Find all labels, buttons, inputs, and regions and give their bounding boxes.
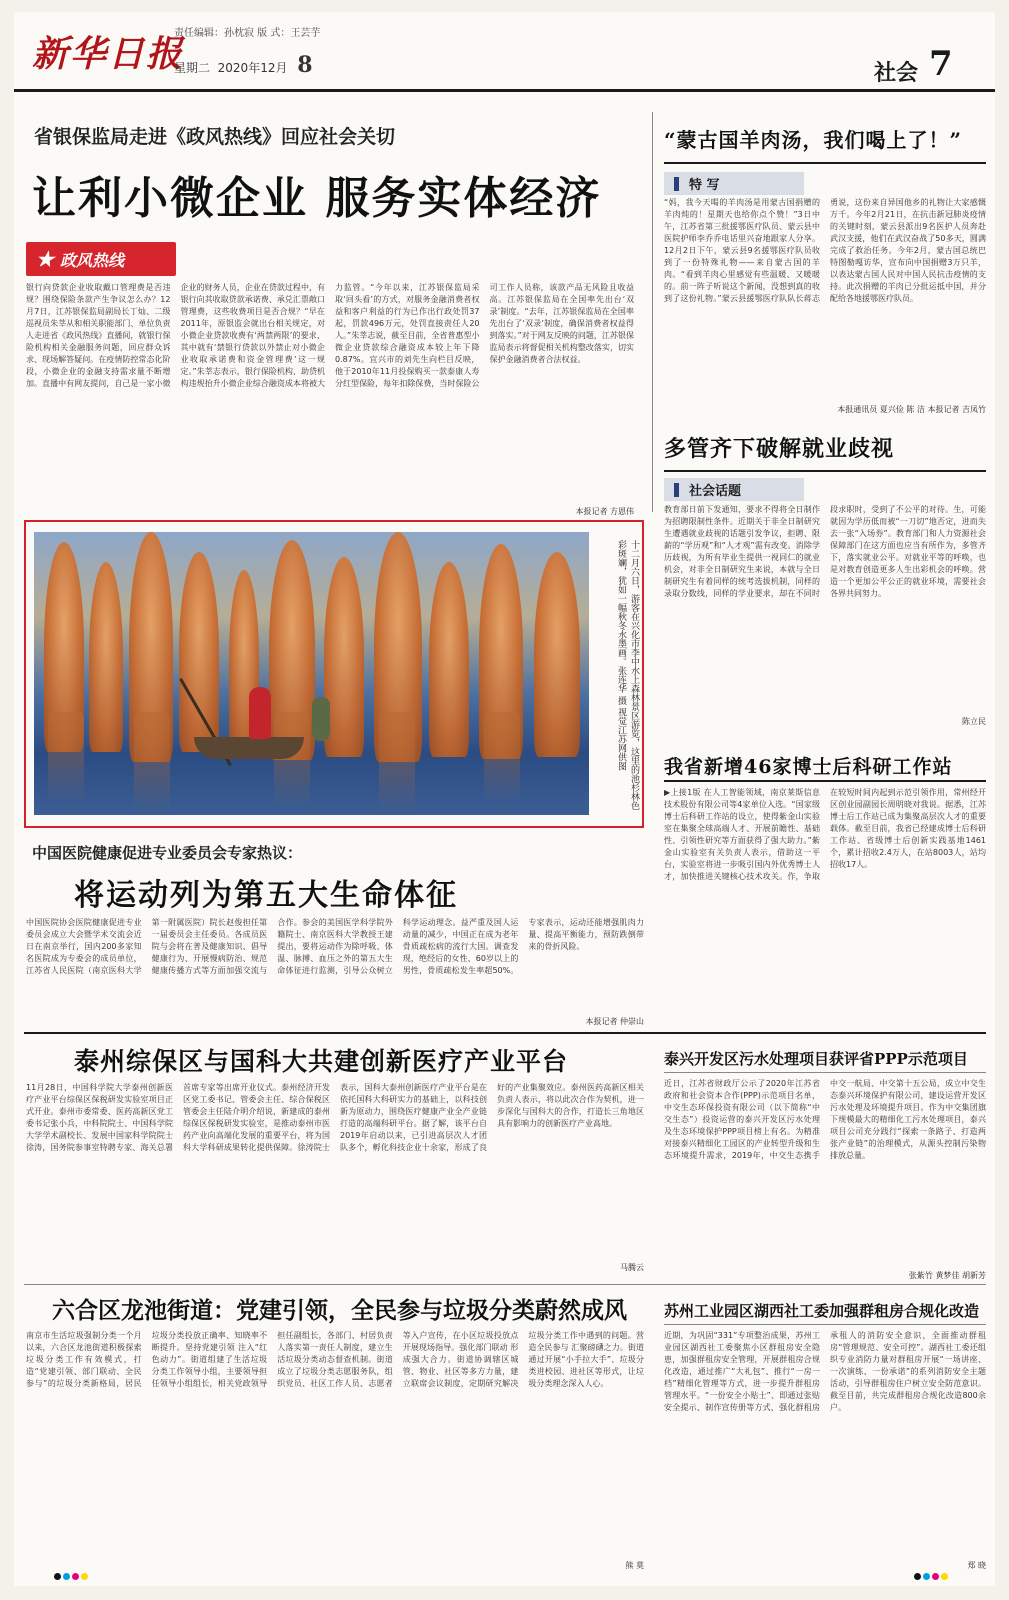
star-icon: ★	[36, 247, 54, 271]
article6-headline: 泰州综保区与国科大共建创新医疗产业平台	[74, 1047, 569, 1076]
article2-byline: 本报通讯员 夏兴俭 陈 洁 本报记者 吉凤竹	[837, 405, 986, 414]
column-divider	[652, 112, 653, 512]
article9-headline: 苏州工业园区湖西社工委加强群租房合规化改造	[664, 1302, 980, 1320]
article4-byline: 本报记者 仲崇山	[585, 1017, 644, 1026]
article6-body: 11月28日，中国科学院大学泰州创新医疗产业平台综保区保税研发实验室项目正式开业。泰州市委常委、医药高新区党工委书记张小兵，中科院院士、中国科学院大学学术副校长、发展中国家科学院院士徐涛，国务院参事室特聘专家、海关总署首席专家等出席开业仪式。泰州经济开发区党工委书记、管委会主任、综合保税区管委会主任陆介明介绍说，新建成的泰州综保区保税研发实验室，是推动泰州市医药产业向高端化发展的重要平台，将为国科大学科研成果转化提供保障。徐涛院士表示，国科大泰州创新医疗产业平台是在依托国科大科研实力的基础上，以科技创新为原动力，围绕医疗健康产业全产业链打造的高端科研平台。据了解，该平台自2019年启动以来，已引进高层次人才团队多个，孵化科技企业十余家，形成了良好的产业集聚效应。泰州医药高新区相关负责人表示，将以此次合作为契机，进一步深化与国科大的合作，打造长三角地区具有影响力的创新医疗产业高地。	[26, 1083, 644, 1152]
article1-byline: 本报记者 方恩伟	[575, 507, 634, 516]
rule	[664, 1324, 986, 1325]
section-name: 社会	[874, 60, 919, 86]
article3-tag: 社会话题	[664, 478, 804, 501]
newspaper-logo: 新华日报	[32, 33, 185, 75]
article7-body: 近日，江苏省财政厅公示了2020年江苏省政府和社会资本合作(PPP)示范项目名单，中交生态环保投资有限公司（以下简称“中交生态”）投资运营的泰兴开发区污水处理及生态环境保护PPP项目榜上有名。为精准对接泰兴精细化工园区的产业转型升级和生态环境提升需求，2019年，中交生态携手中交一航局、中交第十五公局，成立中交生态泰兴环境保护有限公司，建设运营开发区污水处理及环境提升项目。作为中交集团旗下规模最大的精细化工污水处理项目，泰兴项目公司充分践行“探索一条路子、打造两张产业链”的治理模式，从源头控制污染物排放总量。	[664, 1079, 986, 1160]
article2-tag: 特 写	[664, 172, 804, 195]
section-rule	[24, 1284, 986, 1285]
article7-byline: 张紫竹 黄梦佳 胡新芳	[908, 1271, 986, 1280]
article1-body: 银行向贷款企业收取戴口管理费是否违规？围绕保险条款产生争议怎么办？12月7日，江苏银保监局副局长丁灿、二级巡视员朱莘从和相关职能部门、单位负责人走进省《政风热线》直播间，就银行保险机构相关金融服务问题，回应群众诉求、现场解答疑问。在疫情防控常态化阶段，小微企业的金融支持需求量不断增加。直播中有网友提问，自己是一家小微企业的财务人员，企业在贷款过程中，有银行向其收取贷款承诺费、承兑汇票敞口管理费，这些收费项目是否合规？“早在2011年，原银监会就出台相关规定，对小微企业贷款收费有‘两禁两限’的要求，其中就有‘禁银行贷款以外禁止对小微企业收取承诺费和资金管理费’这一规定。”朱莘志表示，银行保险机构、助贷机构违规抬升小微企业综合融资成本将被大力监管。“今年以来，江苏银保监局采取‘回头看’的方式，对服务金融消费者权益和客户利益的行为已作出行政处罚37起，罚款496万元，处罚直接责任人20人。”朱莘志说，截至目前，全省普惠型小微企业贷款综合融资成本较上年下降0.87%。宜兴市的刘先生向栏目反映，他于2010年11月投保购买一款泰康人寿分红型保险，每年扣除保费，当时保险公司工作人员称，该款产品无风险且收益高。江苏银保监局在全国率先出台‘双录’制度。“去年，江苏银保监局在全国率先出台了‘双录’制度，确保消费者权益得到落实。”对于网友反映的问题，江苏银保监局表示将督促相关机构整改落实，切实保护金融消费者合法权益。	[26, 283, 634, 388]
article5-headline: 我省新增46家博士后科研工作站	[664, 756, 953, 778]
article4-kicker: 中国医院健康促进专业委员会专家热议：	[32, 844, 303, 862]
date: 2020年12月	[217, 61, 288, 75]
newspaper-page	[14, 12, 995, 1586]
rule	[664, 470, 986, 472]
section-rule	[24, 1032, 986, 1034]
forest-lake-photo	[34, 532, 589, 815]
feature-photo-frame	[24, 520, 644, 828]
article8-byline: 熊 莫	[625, 1561, 644, 1570]
article4-headline: 将运动列为第五大生命体征	[74, 878, 458, 913]
boatman	[312, 697, 330, 741]
article1-kicker: 省银保监局走进《政风热线》回应社会关切	[34, 126, 396, 148]
article5-body: ▶上接1版 在人工智能领域，南京莱斯信息技术股份有限公司等4家单位入选。“国家级博士后科研工作站的设立，使得紫金山实验室在集聚全球高端人才、开展前瞻性、基础性、引领性研究等方面获得了强大助力。”紫金山实验室有关负责人表示，借助这一平台，实验室将进一步吸引国内外优秀博士人才，加快推进关键核心技术攻关。作，争取在较短时间内起到示范引领作用，常州经开区创业园副园长周明晓对我说。据悉，江苏博士后工作站已成为集聚高层次人才的重要载体。截至目前，我省已经建成博士后科研工作站、省级博士后创新实践基地1461个，累计招收2.4万人，在站8003人，站均招收17人。	[664, 788, 986, 881]
article8-headline: 六合区龙池街道：党建引领，全民参与垃圾分类蔚然成风	[52, 1297, 627, 1324]
masthead	[14, 12, 995, 92]
article3-byline: 陈立民	[962, 717, 986, 726]
rule	[664, 780, 986, 782]
article8-body: 南京市生活垃圾强制分类一个月以来，六合区龙池街道积极探索垃圾分类工作有效模式，打造“党建引领、部门联动、全民参与”的垃圾分类新格局，居民垃圾分类投放正确率、知晓率不断提升。坚持党建引领 注入“红色动力”。街道组建了生活垃圾分类工作领导小组，主要领导担任领导小组组长，相关党政领导担任副组长，各部门、村居负责人落实第一责任人制度，建立生活垃圾分类动态督查机制。街道成立了垃圾分类志愿服务队，组织党员、社区工作人员、志愿者等入户宣传，在小区垃圾投放点开展现场指导。强化部门联动 形成强大合力。街道协调辖区城管、物业、社区等多方力量，建立联席会议制度，定期研究解决垃圾分类工作中遇到的问题。营造全民参与 汇聚磅礴之力。街道通过开展“小手拉大手”、垃圾分类进校园、进社区等形式，让垃圾分类理念深入人心。	[26, 1331, 644, 1388]
article3-headline: 多管齐下破解就业歧视	[664, 436, 895, 462]
person-in-red	[249, 687, 271, 739]
page-number: 7	[929, 44, 953, 84]
zhengfeng-badge	[26, 242, 176, 276]
article4-body: 中国医院协会医院健康促进专业委员会成立大会暨学术交流会近日在南京举行，国内200多家知名医院成为专委会的成员单位，江苏省人民医院（南京医科大学第一附属医院）院长赵俊担任第一届委员会主任委员。各成员医院与会将在普及健康知识、倡导健康行为、开展慢病防治、规范健康传播方式等方面加强交流与合作。参会的美国医学科学院外籍院士、南京医科大学教授王建提出，要将运动作为除呼吸、体温、脉搏、血压之外的第五大生命体征进行监测，引导公众树立科学运动理念。益严重及国人运动量的减少，中国正在成为老年骨质疏松病的流行大国。调查发现，绝经后的女性、60岁以上的男性，骨质疏松发生率超50%。专家表示，运动还能增强肌肉力量、提高平衡能力，预防跌倒带来的骨折风险。	[26, 918, 644, 975]
boat	[194, 737, 304, 759]
rule	[664, 162, 986, 164]
color-registration-marks	[54, 1573, 88, 1580]
article7-headline: 泰兴开发区污水处理项目获评省PPP示范项目	[664, 1050, 968, 1068]
rule	[664, 1072, 986, 1073]
article3-body: 教育部日前下发通知，要求不得将全日制作为招聘限制性条件。近期关于非全日制研究生遭遇就业歧视的话题引发争议，拒聘、限薪的“学历观”和“人才观”需有改变。消除学历歧视，为所有毕业生提供一视同仁的就业机会，对非全日制研究生来说，本就与全日制研究生有着同样的统考选拔机制，同样的录取分数线，同样的学业要求，却在不同时段求职时，受到了不公平的对待。生，可能就因为学历低而被“一刀切”地否定，进而失去一张“入场券”。教育部门和人力资源社会保障部门在这方面也应当有所作为，多管齐下，落实就业公平。对就业平等的呼唤，也是对教育创造更多人生出彩机会的呼唤。营造一个更加公平公正的就业环境，需要社会各界共同努力。	[664, 505, 986, 598]
dateline	[174, 52, 313, 78]
weekday: 星期二	[174, 61, 211, 75]
article9-byline: 郑 晓	[967, 1561, 986, 1570]
badge-label: 政风热线	[59, 250, 124, 270]
editors-line: 责任编辑：孙枕寂 版 式：王芸芋	[174, 28, 321, 39]
article6-byline: 马腾云	[620, 1263, 644, 1272]
article2-headline: “蒙古国羊肉汤，我们喝上了！”	[664, 128, 963, 152]
color-registration-marks	[914, 1573, 948, 1580]
article2-body: “妈，我今天喝的羊肉汤是用蒙古国捐赠的羊肉炖的！星期天也给你点个赞！”3日中午，江苏省第三批援鄂医疗队员、蒙云县中医院护师李乔乔电话里兴奋地跟家人分享。12月2日下午，蒙云县9名援鄂医疗队员收到了一份特殊礼物——来自蒙古国的羊肉。“看到羊肉心里感觉有些温暖、又暖暖的。前一阵子听说这个新闻，没想到真的收到了这份礼物。”蒙云县援鄂医疗队队长蒋志勇说，这份来自异国他乡的礼物让大家感慨万千。今年2月21日，在抗击新冠肺炎疫情的关键时刻，蒙云县派出9名医护人员奔赴武汉支援，他们在武汉奋战了50多天，圆满完成了救治任务。今年2月，蒙古国总统巴特图勒嘎访华，宣布向中国捐赠3万只羊，以表达蒙古国人民对中国人民抗击疫情的支持。此次捐赠的羊肉已分批运抵中国，并分配给各地援鄂医疗队员。	[664, 198, 986, 303]
article9-body: 近期，为巩固“331”专项整治成果，苏州工业园区湖西社工委聚焦小区群租房安全隐患，加强群租房安全管理，开展群租房合规化改造，通过推广“大礼包”、推行“一房一档”精细化管理等方式，进一步提升群租房管理水平。“一份安全小贴士”、即通过张贴安全提示、制作宣传册等方式，强化群租房承租人的消防安全意识，全面推动群租房“管理规范、安全可控”。湖西社工委还组织专业消防力量对群租房开展“一场讲座、一次演练、一份承诺”的系列消防安全主题活动，引导群租房住户树立安全防范意识。截至目前，共完成群租房合规化改造800余户。	[664, 1331, 986, 1412]
article1-headline: 让利小微企业 服务实体经济	[32, 173, 602, 224]
photo-caption: 十二月六日，游客在兴化市李中水上森林景区游览，这里的池杉林色彩斑斓，犹如一幅秋冬水墨画。张连华 摄 视觉江苏网供图	[616, 540, 639, 810]
date-day: 8	[297, 52, 313, 78]
